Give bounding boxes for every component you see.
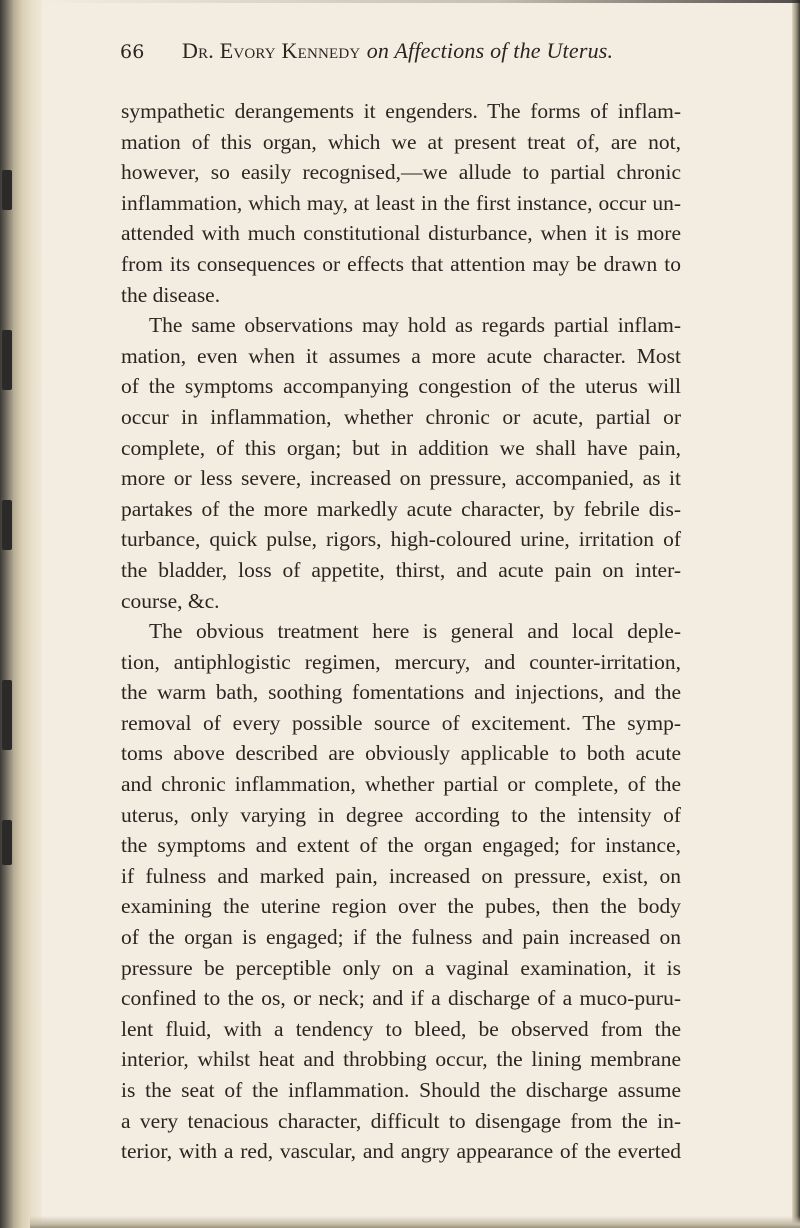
text-line: The obvious treatment here is general and local deple- [149, 619, 681, 644]
text-line: however, so easily recognised,—we allude to partial chronic [121, 160, 681, 185]
binding-shadow [2, 680, 12, 750]
text-line: inflammation, which may, at least in the first instance, occur un- [121, 190, 681, 215]
page-bottom-edge [30, 1216, 800, 1228]
text-line: toms above described are obviously applicable to both acute [121, 741, 681, 766]
text-line: is the seat of the inflammation. Should the discharge assume [121, 1078, 681, 1102]
text-line: lent fluid, with a tendency to bleed, be observed from the [121, 1016, 681, 1041]
text-line: partakes of the more markedly acute character, by febrile dis- [121, 496, 681, 521]
text-line: occur in inflammation, whether chronic or acute, partial or [121, 404, 681, 429]
text-line: mation of this organ, which we at present treat of, are not, [121, 129, 681, 154]
text-line: course, &c. [121, 588, 220, 613]
text-line: a very tenacious character, difficult to disengage from the in- [121, 1108, 681, 1133]
text-line: mation, even when it assumes a more acute character. Most [121, 343, 681, 368]
binding-shadow [2, 500, 12, 550]
text-line: confined to the os, or neck; and if a discharge of a muco-puru- [121, 986, 681, 1011]
text-line: complete, of this organ; but in addition we shall have pain, [121, 435, 681, 460]
header-title: on Affections of the Uterus. [366, 38, 614, 63]
page-right-edge [792, 0, 800, 1228]
text-line: and chronic inflammation, whether partial or complete, of the [121, 772, 681, 797]
text-line: the bladder, loss of appetite, thirst, and acute pain on inter- [121, 557, 681, 582]
page-number: 66 [120, 41, 145, 63]
running-header [120, 38, 720, 64]
text-line: The same observations may hold as regards partial inflam- [149, 313, 681, 338]
text-line: terior, with a red, vascular, and angry appearance of the everted [121, 1139, 681, 1164]
binding-shadow [2, 820, 12, 865]
text-line: more or less severe, increased on pressure, accompanied, as it [121, 466, 681, 491]
text-line: the warm bath, soothing fomentations and injections, and the [121, 680, 681, 705]
text-line: pressure be perceptible only on a vaginal examination, it is [121, 955, 681, 980]
text-line: of the symptoms accompanying congestion of the uterus will [121, 374, 681, 399]
text-line: attended with much constitutional disturbance, when it is more [121, 221, 681, 246]
text-line: removal of every possible source of excitement. The symp- [121, 710, 681, 735]
text-line: tion, antiphlogistic regimen, mercury, and counter-irritation, [121, 649, 681, 674]
binding-shadow [2, 170, 12, 210]
text-line: the disease. [121, 282, 221, 307]
header-author: Dr. Evory Kennedy [182, 38, 361, 63]
body-text [121, 96, 681, 1167]
text-line: turbance, quick pulse, rigors, high-coloured urine, irritation of [121, 527, 681, 552]
text-line: interior, whilst heat and throbbing occur, the lining membrane [121, 1047, 681, 1072]
text-line: uterus, only varying in degree according to the intensity of [121, 802, 681, 827]
page-top-edge [40, 0, 800, 3]
text-line: examining the uterine region over the pubes, then the body [121, 894, 681, 919]
text-line: sympathetic derangements it engenders. The forms of inflam- [121, 99, 681, 123]
text-line: from its consequences or effects that attention may be drawn to [121, 251, 681, 276]
text-line: if fulness and marked pain, increased on pressure, exist, on [121, 863, 681, 888]
text-line: the symptoms and extent of the organ engaged; for instance, [121, 833, 681, 858]
binding-shadow [2, 330, 12, 390]
book-gutter [0, 0, 42, 1228]
text-line: of the organ is engaged; if the fulness and pain increased on [121, 925, 681, 950]
